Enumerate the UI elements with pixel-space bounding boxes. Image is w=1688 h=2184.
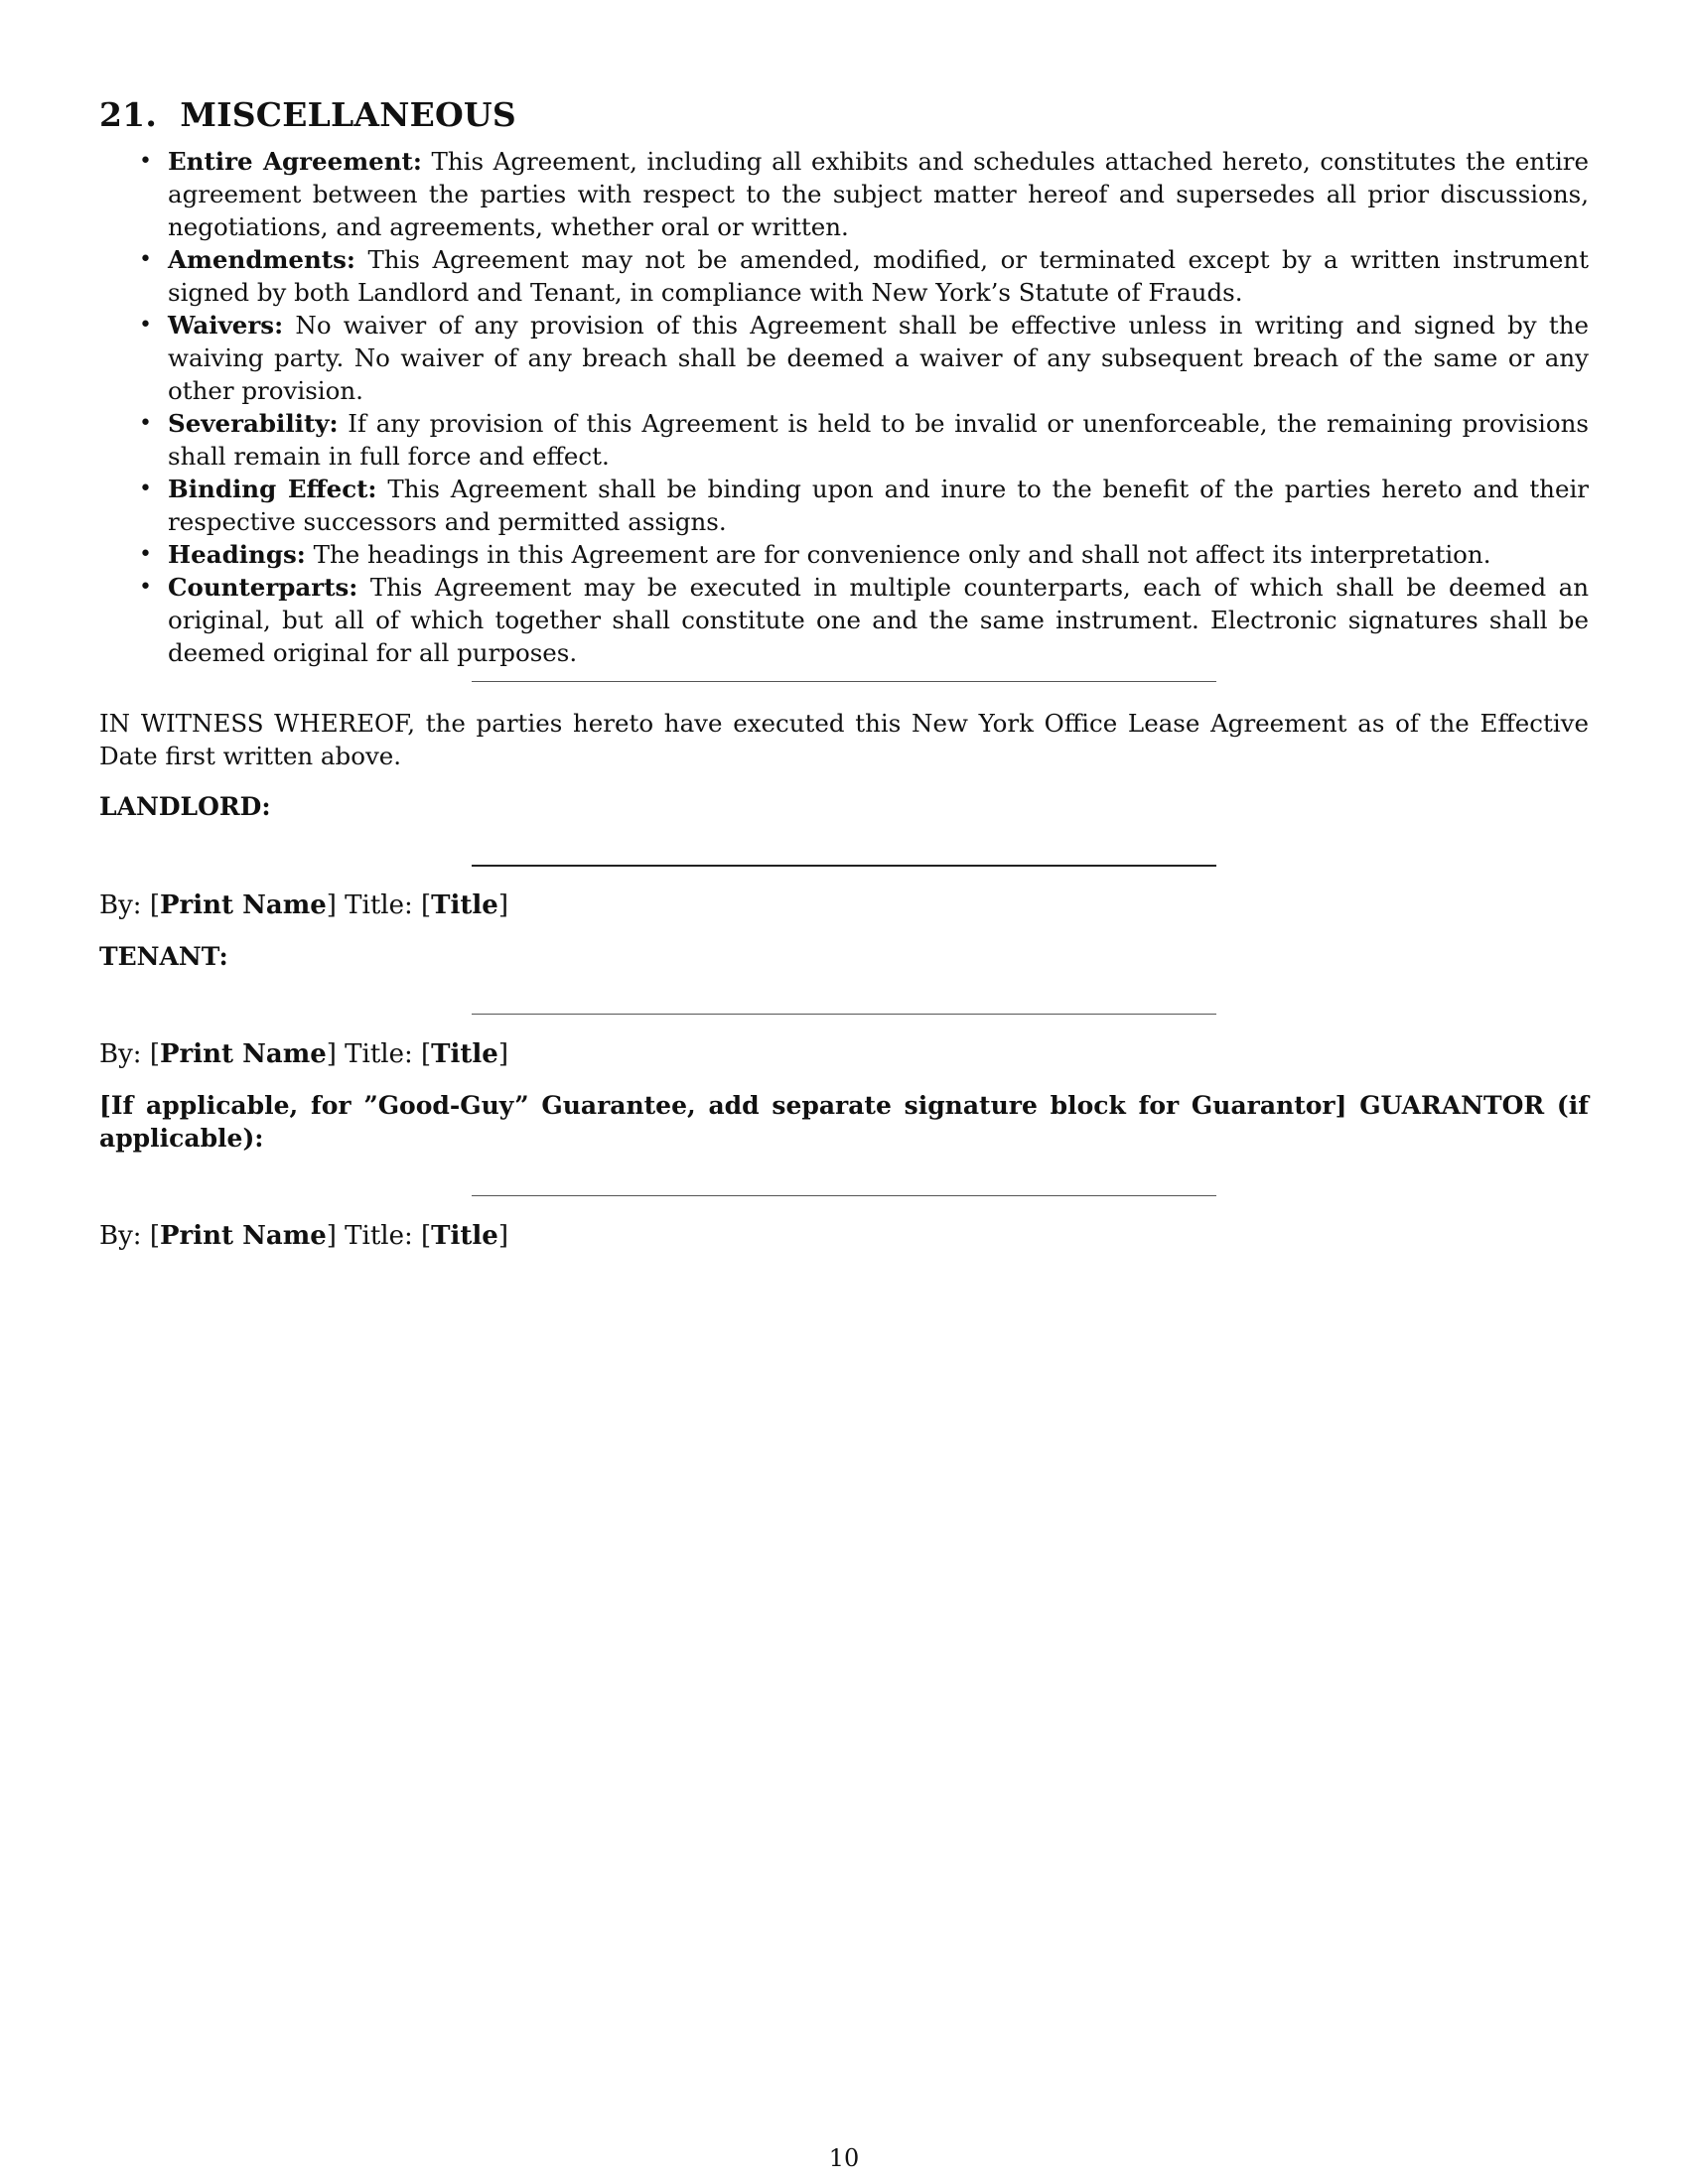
bullet-icon: • — [139, 477, 152, 501]
print-name-placeholder: Print Name — [159, 1221, 327, 1251]
clause-entire-agreement — [99, 145, 1589, 243]
clause-term: Severability: — [168, 409, 339, 438]
tenant-label: TENANT: — [99, 942, 228, 971]
by-label: By: — [99, 1221, 142, 1251]
bullet-icon: • — [139, 313, 152, 338]
clause-text: No waiver of any provision of this Agreement shall be effective unless in writing and signed by the waiving party. No waiver of any breach shall be deemed a waiver of any subsequent breach of the same or any other provision. — [168, 311, 1589, 405]
clause-term: Amendments: — [168, 245, 355, 274]
clause-text: This Agreement shall be binding upon and inure to the benefit of the parties hereto and their respective successors and permitted assigns. — [168, 475, 1589, 536]
clause-term: Waivers: — [168, 311, 284, 340]
title-label: Title: — [345, 1221, 413, 1251]
bullet-icon: • — [139, 149, 152, 174]
section-heading — [99, 95, 1589, 135]
tenant-signature-line — [472, 1014, 1216, 1015]
clause-term: Binding Effect: — [168, 475, 377, 503]
by-label: By: — [99, 890, 142, 920]
title-label: Title: — [345, 890, 413, 920]
clause-list — [99, 145, 1589, 669]
clause-text: This Agreement may not be amended, modified, or terminated except by a written instrument signed by both Landlord and Tenant, in compliance with New York’s Statute of Frauds. — [168, 245, 1589, 307]
clause-term: Counterparts: — [168, 573, 358, 602]
clause-waivers — [99, 309, 1589, 407]
witness-paragraph: IN WITNESS WHEREOF, the parties hereto have executed this New York Office Lease Agreement as of the Effective Date first written above. — [99, 709, 1589, 770]
clause-severability — [99, 407, 1589, 473]
title-placeholder: Title — [431, 1221, 498, 1251]
guarantor-label: [If applicable, for ”Good-Guy” Guarantee, add separate signature block for Guarantor] GUARANTOR (if applicable): — [99, 1091, 1589, 1153]
clause-text: The headings in this Agreement are for convenience only and shall not affect its interpretation. — [313, 540, 1491, 569]
landlord-by-line: By: [Print Name] Title: [Title] — [99, 890, 508, 920]
title-placeholder: Title — [431, 890, 498, 920]
by-label: By: — [99, 1039, 142, 1069]
section-number: 21. — [99, 95, 158, 134]
clause-counterparts — [99, 571, 1589, 669]
clause-term: Headings: — [168, 540, 306, 569]
bullet-icon: • — [139, 247, 152, 272]
section-title: MISCELLANEOUS — [180, 95, 516, 134]
title-label: Title: — [345, 1039, 413, 1069]
print-name-placeholder: Print Name — [159, 1039, 327, 1069]
clause-text: If any provision of this Agreement is held to be invalid or unenforceable, the remaining provisions shall remain in full force and effect. — [168, 409, 1589, 471]
section-divider — [472, 681, 1216, 682]
bullet-icon: • — [139, 575, 152, 600]
page-number: 10 — [828, 2144, 860, 2172]
miscellaneous-section — [99, 95, 1589, 669]
clause-binding-effect — [99, 473, 1589, 538]
clause-text: This Agreement, including all exhibits and schedules attached hereto, constitutes the entire agreement between the parties with respect to the subject matter hereof and supersedes all prior discussions, negotiations, and agreements, whether oral or written. — [168, 147, 1589, 241]
tenant-by-line: By: [Print Name] Title: [Title] — [99, 1039, 508, 1069]
clause-term: Entire Agreement: — [168, 147, 422, 176]
print-name-placeholder: Print Name — [159, 890, 327, 920]
guarantor-signature-line — [472, 1195, 1216, 1196]
title-placeholder: Title — [431, 1039, 498, 1069]
clause-text: This Agreement may be executed in multiple counterparts, each of which shall be deemed an original, but all of which together shall constitute one and the same instrument. Electronic signatures shall be deemed original for all purposes. — [168, 573, 1589, 667]
bullet-icon: • — [139, 411, 152, 436]
clause-amendments — [99, 243, 1589, 309]
guarantor-by-line: By: [Print Name] Title: [Title] — [99, 1221, 508, 1251]
landlord-signature-line — [472, 865, 1216, 867]
clause-headings — [99, 538, 1589, 571]
bullet-icon: • — [139, 542, 152, 567]
landlord-label: LANDLORD: — [99, 792, 271, 821]
